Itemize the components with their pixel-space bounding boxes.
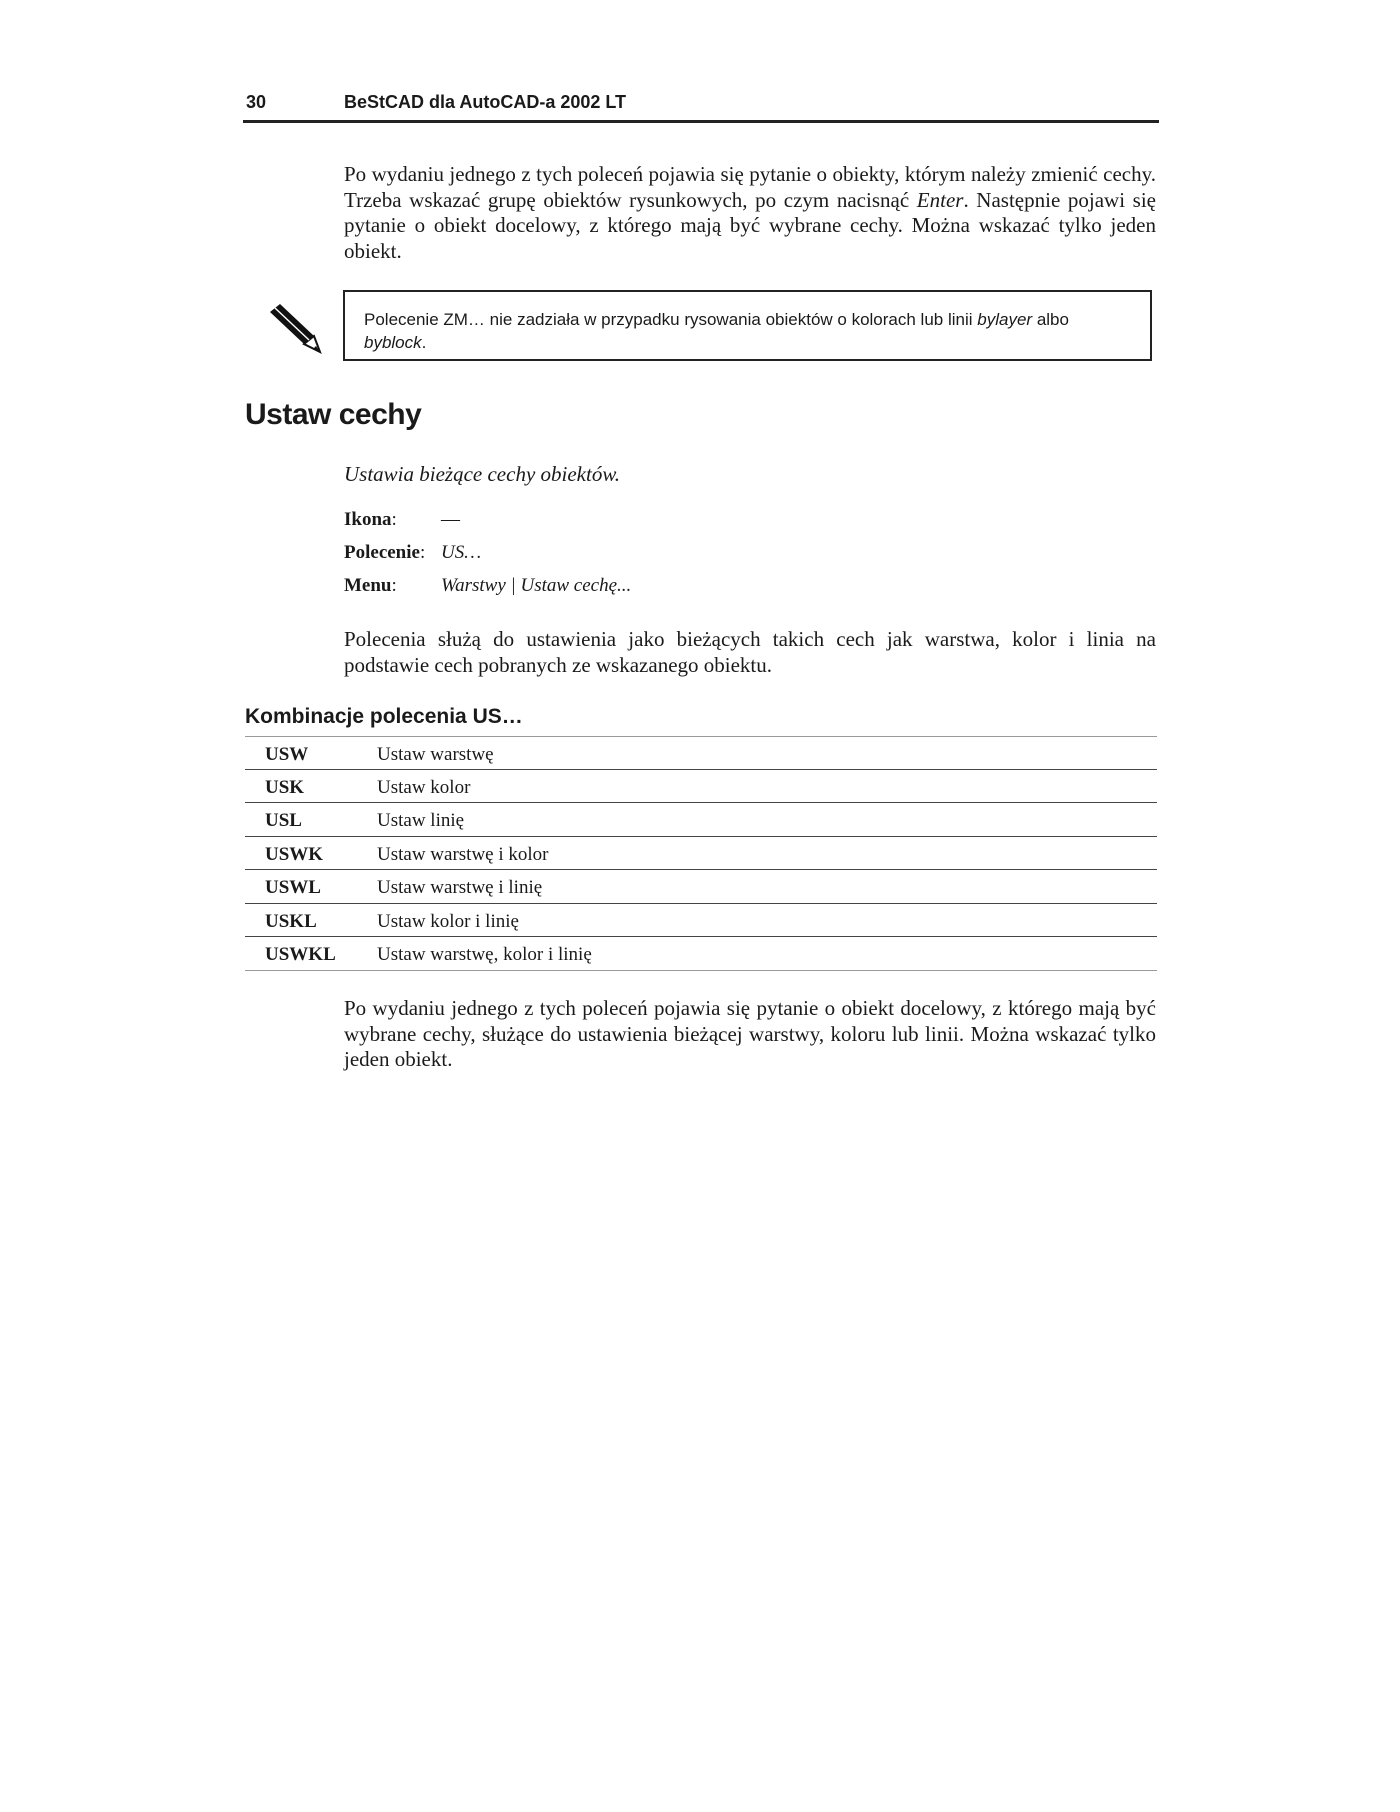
- table-cell-cmd: USKL: [265, 910, 317, 932]
- table-row: [245, 803, 1157, 837]
- table-cell-desc: Ustaw linię: [377, 810, 465, 831]
- table-cell-desc: Ustaw warstwę i kolor: [377, 843, 549, 865]
- table-row: [245, 837, 1157, 871]
- menu-label-text: Menu: [344, 575, 392, 596]
- command-value: US…: [441, 542, 482, 563]
- table-row: [245, 904, 1157, 938]
- table-cell-cmd: USWK: [265, 843, 324, 865]
- table-cell-desc: Ustaw warstwę, kolor i linię: [377, 944, 592, 965]
- table-cell-desc: Ustaw warstwę: [377, 744, 494, 765]
- intro-paragraph: [344, 162, 1156, 264]
- menu-label-colon: :: [391, 575, 397, 596]
- note-text-2: albo: [1036, 310, 1069, 329]
- command-label-colon: :: [419, 542, 426, 563]
- menu-label: [344, 575, 397, 597]
- table-cell-cmd: USL: [265, 810, 302, 831]
- table-cell-cmd: USWL: [265, 877, 321, 898]
- description-paragraph: Polecenia służą do ustawienia jako bieżących takich cech jak warstwa, kolor i linia na podstawie cech pobranych ze wskazanego obiektu.: [344, 627, 1156, 677]
- section-title: Ustaw cechy: [245, 398, 422, 431]
- table-cell-desc: Ustaw kolor: [377, 776, 471, 798]
- note-text-3: .: [421, 333, 427, 352]
- command-label: [344, 542, 425, 564]
- table-row: [245, 770, 1157, 804]
- command-label-text: Polecenie: [344, 542, 420, 563]
- note-em-byblock: byblock: [364, 333, 422, 352]
- combos-title: Kombinacje polecenia US…: [245, 705, 523, 728]
- note-text-1: Polecenie ZM… nie zadziała w przypadku rysowania obiektów o kolorach lub linii: [364, 310, 973, 329]
- icon-label-text: Ikona: [344, 509, 392, 530]
- menu-value: Warstwy | Ustaw cechę...: [441, 575, 632, 596]
- book-title: BeStCAD dla AutoCAD-a 2002 LT: [344, 92, 627, 112]
- table-cell-cmd: USWKL: [265, 944, 336, 965]
- table-row: [245, 870, 1157, 904]
- table-row: [245, 937, 1157, 971]
- table-cell-cmd: USK: [265, 776, 305, 798]
- page-number: 30: [246, 92, 267, 112]
- note-box: [343, 290, 1152, 361]
- icon-label-colon: :: [391, 509, 397, 530]
- intro-enter-key: Enter: [916, 187, 964, 212]
- pencil-icon: [268, 302, 326, 356]
- table-row: [245, 736, 1157, 770]
- table-cell-desc: Ustaw kolor i linię: [377, 910, 519, 932]
- table-cell-desc: Ustaw warstwę i linię: [377, 877, 543, 898]
- note-em-bylayer: bylayer: [977, 310, 1033, 329]
- intro-text-2: . Następnie pojawi się pytanie o obiekt docelowy, z którego mają być wybrane cechy. Można wskazać tylko jeden obiekt.: [344, 187, 1157, 263]
- table-cell-cmd: USW: [265, 744, 309, 765]
- outro-paragraph: Po wydaniu jednego z tych poleceń pojawia się pytanie o obiekt docelowy, z którego mają być wybrane cechy, służące do ustawienia bieżącej warstwy, koloru lub linii. Można wskazać tylko jeden obiekt.: [344, 996, 1156, 1071]
- running-head: [243, 90, 1159, 123]
- intro-text-1: Po wydaniu jednego z tych poleceń pojawia się pytanie o obiekty, którym należy zmienić cechy. Trzeba wskazać grupę obiektów rysunkowych, po czym nacisnąć: [344, 162, 1156, 212]
- icon-value: —: [441, 509, 460, 530]
- icon-label: [344, 509, 397, 531]
- note-text: [364, 308, 1134, 354]
- combos-table: [245, 736, 1157, 971]
- section-subtitle: Ustawia bieżące cechy obiektów.: [344, 462, 621, 486]
